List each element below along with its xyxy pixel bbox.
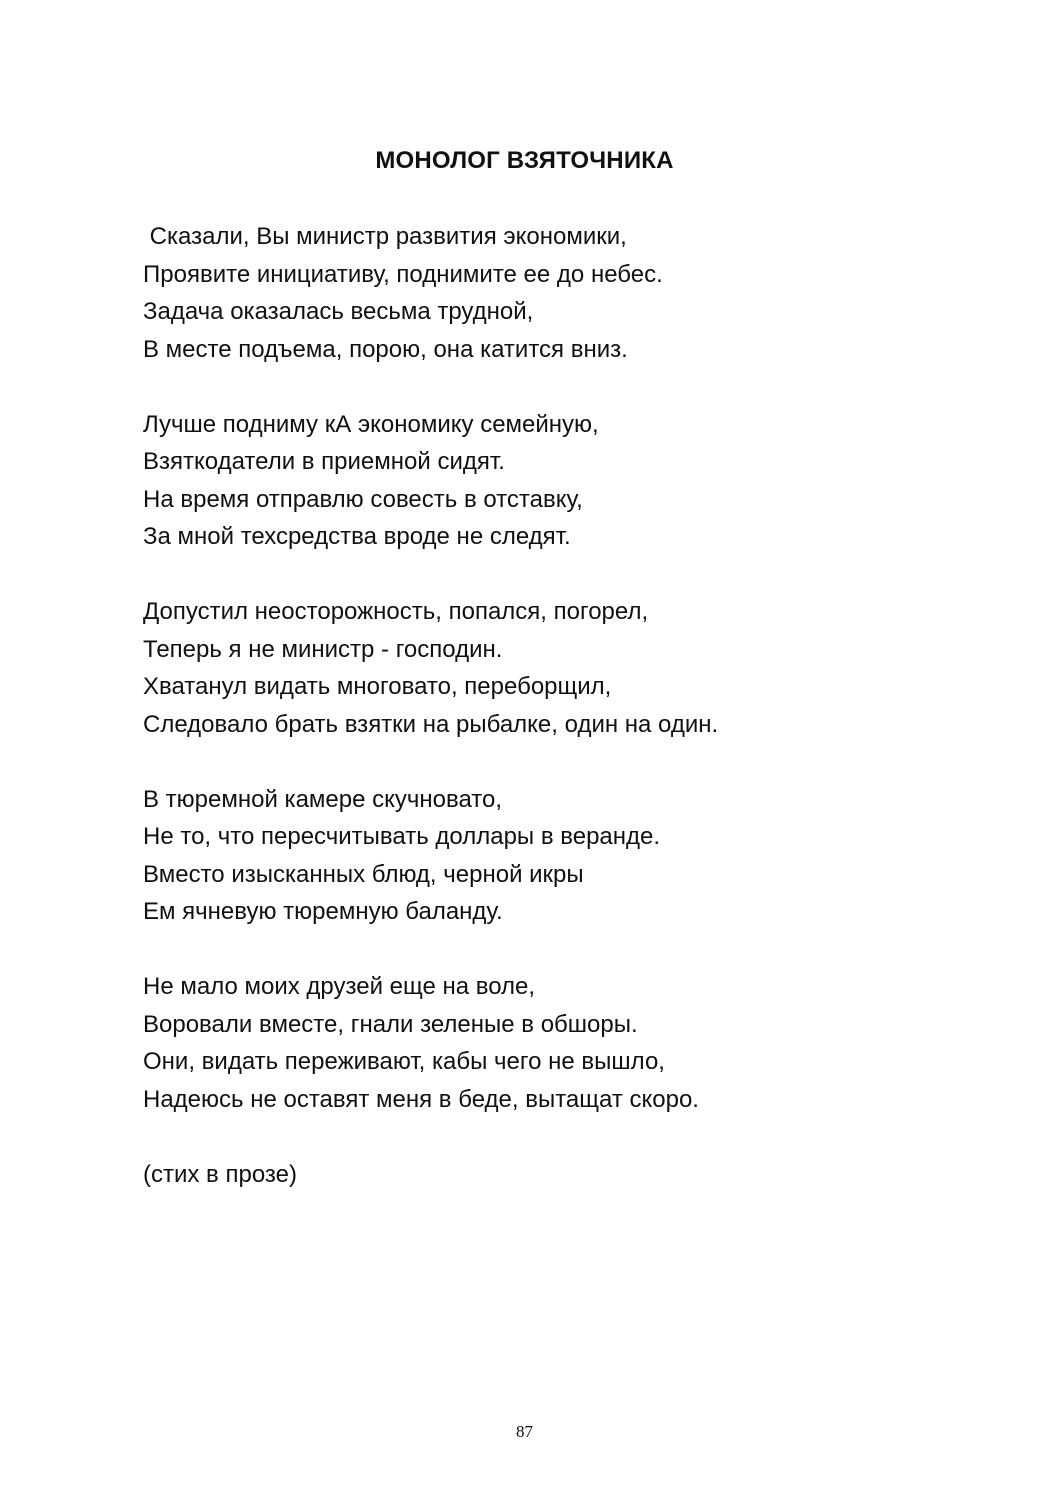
poem-line: Не мало моих друзей еще на воле, <box>143 973 536 1000</box>
poem-line: На время отправлю совесть в отставку, <box>143 485 583 513</box>
genre-note: (стих в прозе) <box>143 1160 297 1188</box>
poem-line: Взяткодатели в приемной сидят. <box>143 448 505 475</box>
poem-line: Они, видать переживают, кабы чего не вышло, <box>143 1048 665 1075</box>
stanza-2 <box>143 406 963 556</box>
poem-line: Проявите инициативу, поднимите ее до небес. <box>143 260 663 288</box>
stanza-1 <box>143 218 963 368</box>
stanza-5 <box>143 968 963 1118</box>
poem-title: МОНОЛОГ ВЗЯТОЧНИКА <box>375 147 674 174</box>
poem-line: Теперь я не министр - господин. <box>143 635 503 663</box>
poem-line: В тюремной камере скучновато, <box>143 785 503 813</box>
poem-line: Вместо изысканных блюд, черной икры <box>143 860 584 888</box>
poem-line: Хватанул видать многовато, переборщил, <box>143 673 612 700</box>
poem-line: Сказали, Вы министр развития экономики, <box>143 223 627 250</box>
poem-line: За мной техсредства вроде не следят. <box>143 523 571 550</box>
poem-line: Допустил неосторожность, попался, погорел, <box>143 598 649 625</box>
stanza-3 <box>143 593 963 743</box>
poem-line: В месте подъема, порою, она катится вниз. <box>143 335 628 363</box>
poem-line: Воровали вместе, гнали зеленые в обшоры. <box>143 1010 638 1038</box>
poem-line: Не то, что пересчитывать доллары в веранде. <box>143 823 661 850</box>
page-number: 87 <box>516 1422 533 1441</box>
stanza-4 <box>143 781 963 931</box>
poem-line: Надеюсь не оставят меня в беде, вытащат скоро. <box>143 1085 699 1113</box>
poem-body <box>143 218 963 1193</box>
poem-line: Лучше подниму кА экономику семейную, <box>143 410 599 438</box>
poem-line: Задача оказалась весьма трудной, <box>143 298 534 325</box>
poem-line: Ем ячневую тюремную баланду. <box>143 898 503 925</box>
poem-line: Следовало брать взятки на рыбалке, один на один. <box>143 710 719 738</box>
